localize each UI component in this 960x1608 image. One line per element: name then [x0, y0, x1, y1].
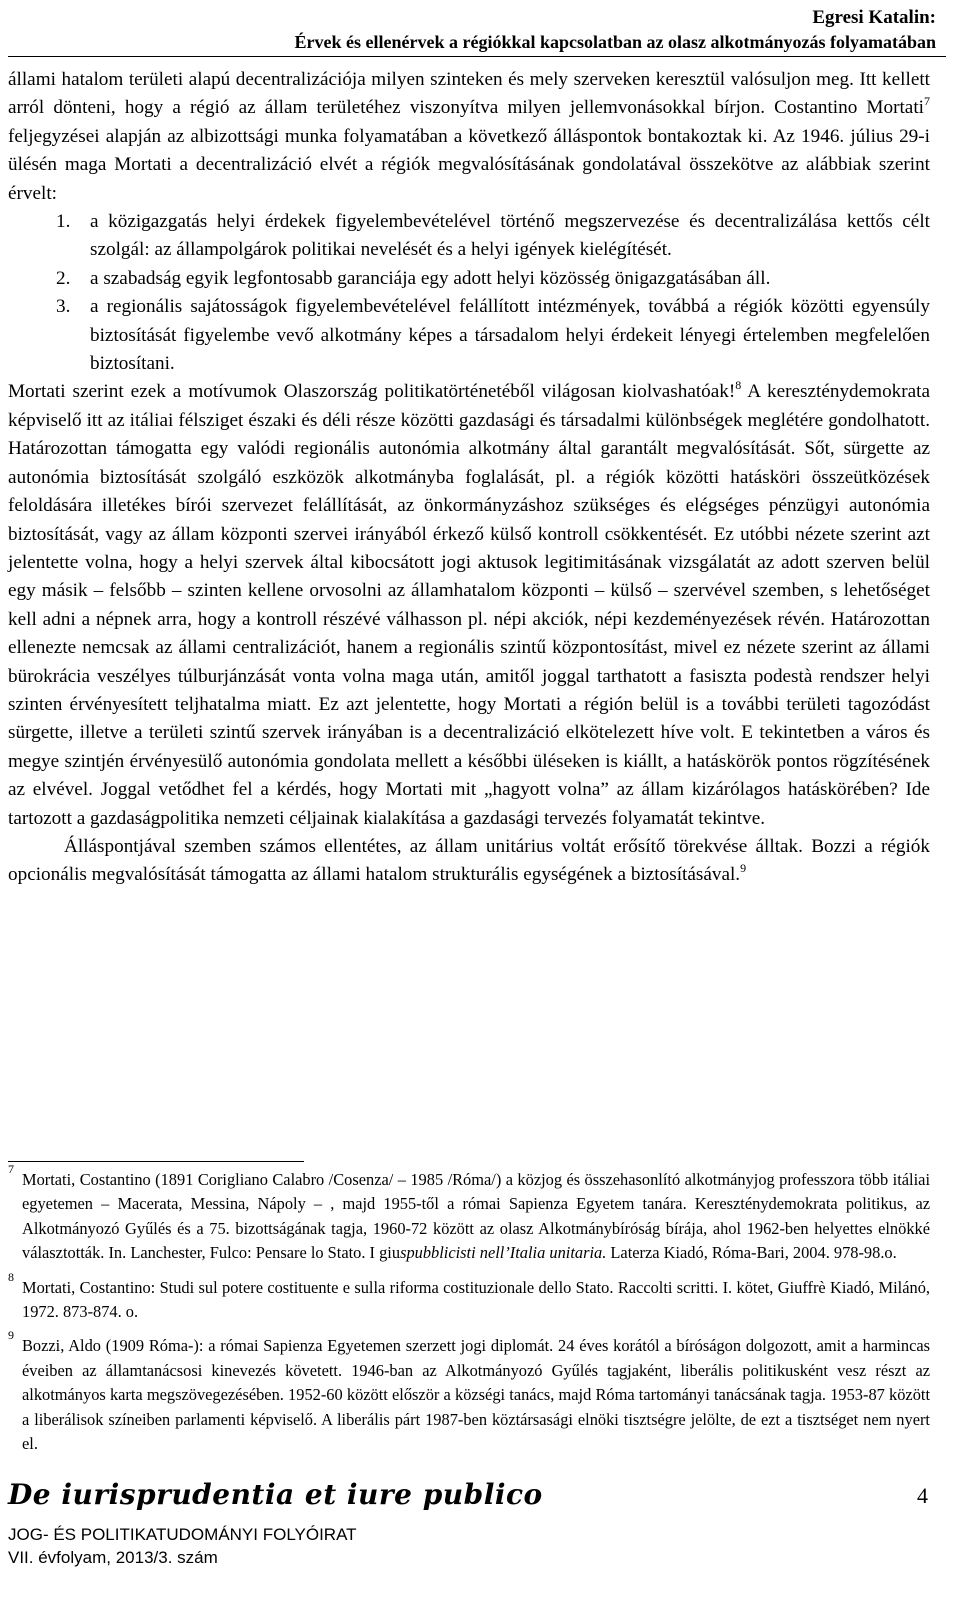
main-text — [8, 66, 930, 890]
paragraph-2-text-b: A kereszténydemokrata képviselő itt az itáliai félsziget északi és déli része közötti gazdasági és társadalmi különbségek meglétére gondolhatott. Határozottan támogatta egy valódi regionális autonómia alkotmány által garantált megvalósítását. Sőt, sürgette az autonómia biztosítását szolgáló eszközök alkotmányba foglalását, pl. a régiók közötti hatásköri összeütközések feloldására illetékes bírói szervezet felállítását, az önkormányzáshoz szükséges és elégséges pénzügyi autonómia biztosítását, vagy az állam központi szervei irányából érkező külső kontroll csökkentését. Ez utóbbi nézete szerint azt jelentette volna, hogy a helyi szervek által kibocsátott jogi aktusok legitimitásának vizsgálatát az adott szerven belül egy másik – felsőbb – szinten kellene orvosolni az államhatalom központi – külső – szervével szemben, s lehetőséget kell adni a népnek arra, hogy a kontroll részévé válhasson pl. népi akciók, népi kezdeményezések révén. Határozottan ellenezte nemcsak az állami centralizációt, hanem a regionális szintű központosítást, mivel ez nézete szerint az állami bürokrácia veszélyes túlburjánzását vonta volna maga után, amitől joggal tarthatott a fasiszta podestà rendszer helyi szinten érvényesített teljhatalma miatt. Ez azt jelentette, hogy Mortati a régión belül is a további területi tagozódást sürgette, illetve a területi szintű szervek irányában is a decentralizáció elkötelezett híve volt. E tekintetben a város és megye szintjén érvényesülő autonómia gondolata mellett a későbbi üléseken is kiállt, a hatáskörök pontos rögzítésének az elvével. Joggal vetődhet fel a kérdés, hogy Mortati mit „hagyott volna” az állam kizárólagos hatáskörében? Ide tartozott a gazdaságpolitika nemzeti céljainak kialakítása a gazdasági tervezés folyamatát tekintve. — [8, 381, 931, 829]
footnote-ref-8[interactable]: 8 — [735, 378, 742, 393]
paragraph-1-text-b: feljegyzései alapján az albizottsági munka folyamatában a következő álláspontok bontakoztak ki. Az 1946. július 29-i ülésén maga Mortati a decentralizáció elvét a régiók megvalósításának gondolatával összekötve az alábbiak szerint érvelt: — [8, 125, 930, 204]
page-number: 4 — [917, 1483, 928, 1508]
header-author: Egresi Katalin: — [812, 7, 936, 28]
footnote-7 — [8, 1162, 930, 1266]
footnote-text: Bozzi, Aldo (1909 Róma-): a római Sapienza Egyetemen szerzett jogi diplomát. 24 éves korától a bíróságon dolgozott, amit a harmincas éveiben az államtanácsosi kinevezés követett. 1946-ban az Alkotmányozó Gyűlés tagjaként, liberális politikusként vesz részt az alkotmányos karta megszövegezésében. 1952-60 között először a községi tanács, majd Róma tartományi tanácsának tagja. 1953-87 között a liberálisok színeiben parlamenti képviselő. A liberális párt 1987-ben köztársasági elnöki tisztségre jelölte, de ezt a tisztséget nem nyert el. — [22, 1336, 930, 1454]
footnote-number: 9 — [8, 1328, 14, 1343]
journal-name: JOG- ÉS POLITIKATUDOMÁNYI FOLYÓIRAT — [8, 1525, 357, 1544]
paragraph-1-text-a: állami hatalom területi alapú decentralizációja milyen szinteken és mely szerveken keresztül valósuljon meg. Itt kellett arról dönteni, hogy a régió az állam területéhez viszonyítva milyen jellemvonásokkal bírjon. Costantino Mortati — [8, 69, 930, 119]
footnote-number: 8 — [8, 1269, 14, 1284]
footnote-italic-title: spubblicisti nell’Italia unitaria. — [400, 1243, 607, 1263]
numbered-list — [8, 208, 930, 378]
journal-logo: De iurisprudentia et iure publico — [8, 1478, 543, 1511]
list-item — [8, 293, 930, 378]
footnote-9 — [8, 1328, 930, 1456]
paragraph-1 — [8, 66, 930, 208]
footnote-number: 7 — [8, 1162, 14, 1176]
footnote-divider — [8, 1161, 304, 1162]
footnote-ref-7[interactable]: 7 — [924, 94, 930, 109]
list-item-text: a közigazgatás helyi érdekek figyelembevételével történő megszervezése és decentralizálása kettős célt szolgál: az állampolgárok politikai nevelését és a helyi igények kielégítését. — [90, 211, 930, 261]
header-divider — [8, 56, 946, 57]
list-item-number: 3. — [56, 296, 71, 318]
list-item-number: 2. — [56, 267, 71, 289]
paragraph-3 — [8, 833, 930, 890]
list-item — [8, 208, 930, 265]
list-item — [8, 265, 930, 293]
list-item-text: a szabadság egyik legfontosabb garanciája egy adott helyi közösség önigazgatásában áll. — [90, 267, 771, 289]
footnote-text-tail: Laterza Kiadó, Róma-Bari, 2004. 978-98.o. — [606, 1243, 897, 1263]
footnote-ref-9[interactable]: 9 — [740, 861, 747, 876]
journal-issue: VII. évfolyam, 2013/3. szám — [8, 1548, 218, 1567]
paragraph-2-text-a: Mortati szerint ezek a motívumok Olaszország politikatörténetéből világosan kiolvashatóak! — [8, 381, 736, 403]
header-title: Érvek és ellenérvek a régiókkal kapcsolatban az olasz alkotmányozás folyamatában — [294, 32, 936, 52]
paragraph-3-text: Álláspontjával szemben számos ellentétes, az állam unitárius voltát erősítő törekvése álltak. Bozzi a régiók opcionális megvalósítását támogatta az állami hatalom strukturális egységének a biztosításával. — [8, 835, 930, 886]
list-item-text: a regionális sajátosságok figyelembevételével felállított intézmények, továbbá a régiók közötti egyensúly biztosítását figyelembe vevő alkotmány képes a társadalom helyi érdekeit lényegi értelemben megfelelően biztosítani. — [90, 296, 930, 375]
list-item-number: 1. — [56, 211, 71, 233]
footnote-text: Mortati, Costantino: Studi sul potere costituente e sulla riforma costituzionale dello Stato. Raccolti scritti. I. kötet, Giuffrè Kiadó, Milánó, 1972. 873-874. o. — [22, 1277, 930, 1322]
paragraph-2 — [8, 378, 930, 833]
footnote-text: Mortati, Costantino (1891 Corigliano Calabro /Cosenza/ – 1985 /Róma/) a közjog és összehasonlító alkotmányjog professzora több itáliai egyetemen – Macerata, Messina, Nápoly – , majd 1955-től a római Sapienza Egyetem tanára. Kereszténydemokrata politikus, az Alkotmányozó Gyűlés és a 75. bizottságának tagja, 1960-72 között az olasz Alkotmánybíróság bírája, ahol 1962-ben helyettes elnökké választották. In. Lanchester, Fulco: Pensare lo Stato. I giu — [22, 1170, 930, 1263]
footnotes — [8, 1162, 930, 1456]
running-header — [295, 6, 937, 54]
footnote-8 — [8, 1269, 930, 1325]
